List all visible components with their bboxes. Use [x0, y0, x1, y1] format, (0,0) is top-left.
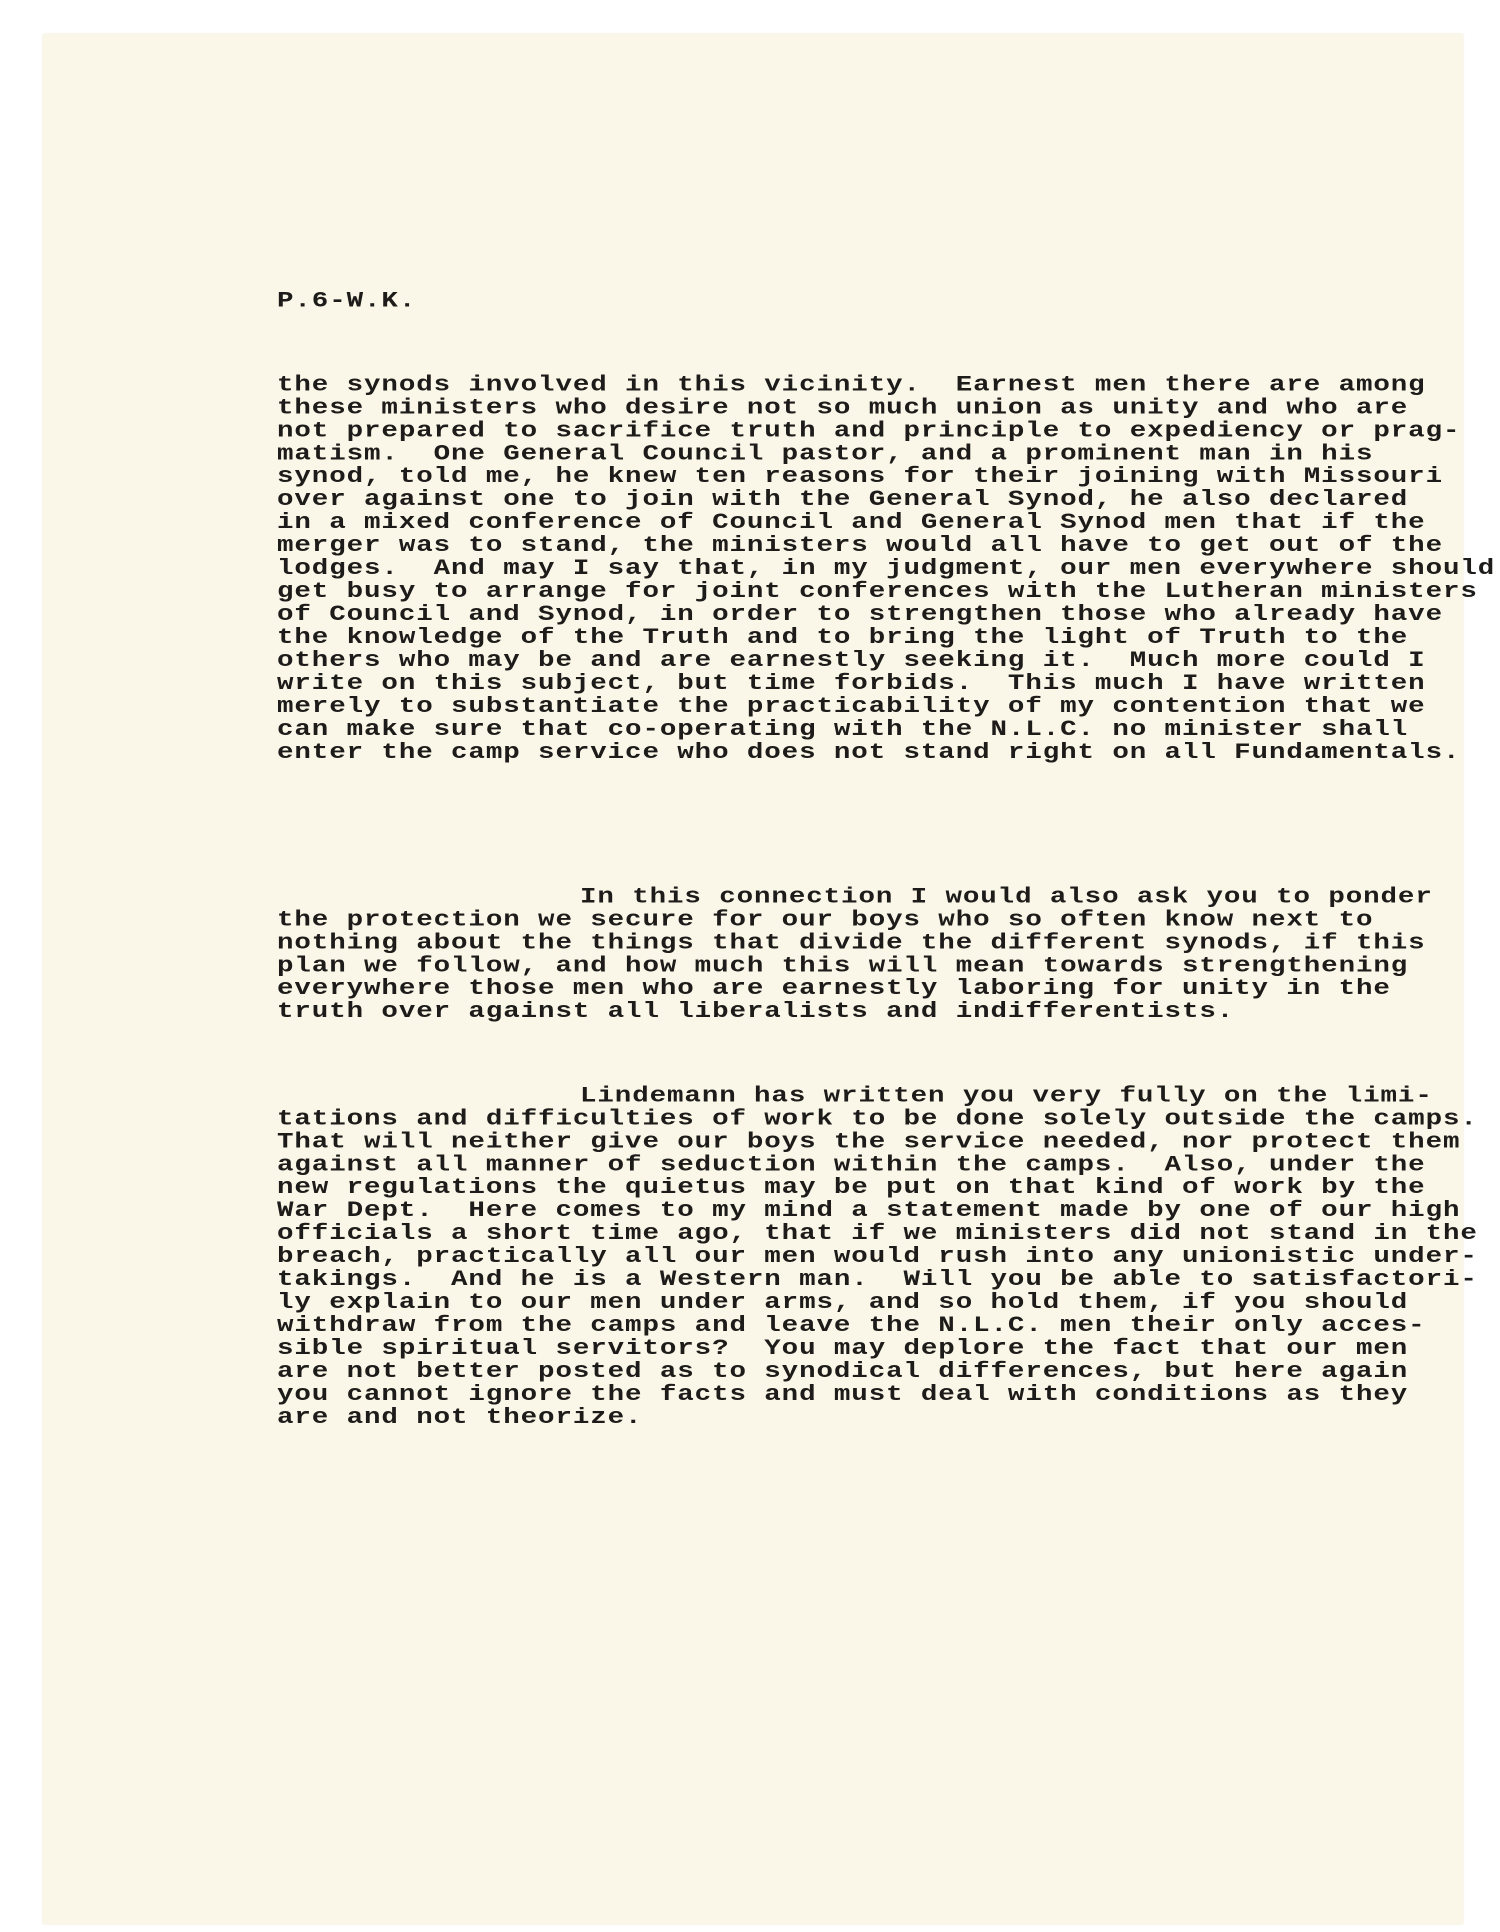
text-line: the protection we secure for our boys who so often know next to — [277, 907, 1374, 933]
text-line: truth over against all liberalists and indifferentists. — [277, 999, 1235, 1025]
text-line: sible spiritual servitors? You may deplore the fact that our men — [277, 1335, 1409, 1362]
text-line: you cannot ignore the facts and must deal with conditions as they — [277, 1381, 1409, 1408]
text-line: of Council and Synod, in order to strengthen those who already have — [277, 601, 1443, 628]
text-line: ly explain to our men under arms, and so hold them, if you should — [277, 1290, 1409, 1316]
text-line: That will neither give our boys the service needed, nor protect them — [277, 1129, 1461, 1155]
text-line: can make sure that co-operating with the N.L.C. no minister shall — [277, 716, 1409, 743]
text-line: withdraw from the camps and leave the N.L.C. men their only acces- — [277, 1312, 1426, 1339]
paragraph-1 — [277, 374, 1495, 764]
text-line: are not better posted as to synodical differences, but here again — [277, 1358, 1409, 1385]
text-line: nothing about the things that divide the different synods, if this — [277, 930, 1426, 956]
text-line: the knowledge of the Truth and to bring the light of Truth to the — [277, 624, 1409, 651]
text-line: new regulations the quietus may be put on that kind of work by the — [277, 1175, 1426, 1201]
text-line: synod, told me, he knew ten reasons for their joining with Missouri — [277, 464, 1443, 490]
text-line: over against one to join with the General Synod, he also declared — [277, 487, 1409, 513]
text-line: everywhere those men who are earnestly laboring for unity in the — [277, 976, 1391, 1002]
text-line: enter the camp service who does not stand right on all Fundamentals. — [277, 739, 1461, 766]
text-line: merger was to stand, the ministers would all have to get out of the — [277, 533, 1443, 559]
text-line: plan we follow, and how much this will mean towards strengthening — [277, 953, 1409, 979]
text-line: breach, practically all our men would rush into any unionistic under- — [277, 1244, 1478, 1270]
text-line: War Dept. Here comes to my mind a statement made by one of our high — [277, 1198, 1461, 1224]
text-line: merely to substantiate the practicability of my contention that we — [277, 693, 1426, 720]
paragraph-3 — [277, 1085, 1478, 1429]
page-header: P.6-W.K. — [277, 288, 417, 314]
text-line: the synods involved in this vicinity. Earnest men there are among — [277, 372, 1426, 398]
text-line: against all manner of seduction within the camps. Also, under the — [277, 1152, 1426, 1178]
text-line: write on this subject, but time forbids. This much I have written — [277, 670, 1426, 697]
paragraph-2 — [277, 886, 1433, 1024]
text-line: get busy to arrange for joint conferences with the Lutheran ministers — [277, 579, 1478, 605]
text-line: Lindemann has written you very fully on the limi- — [580, 1083, 1433, 1109]
text-line: takings. And he is a Western man. Will you be able to satisfactori- — [277, 1267, 1478, 1293]
text-line: officials a short time ago, that if we ministers did not stand in the — [277, 1221, 1478, 1247]
text-line: lodges. And may I say that, in my judgment, our men everywhere should — [277, 556, 1496, 582]
document-page — [43, 34, 1496, 1924]
text-line: in a mixed conference of Council and General Synod men that if the — [277, 510, 1426, 536]
text-line: these ministers who desire not so much union as unity and who are — [277, 395, 1409, 421]
text-line: tations and difficulties of work to be done solely outside the camps. — [277, 1106, 1478, 1132]
text-line: are and not theorize. — [277, 1404, 643, 1431]
text-line: not prepared to sacrifice truth and principle to expediency or prag- — [277, 418, 1461, 444]
text-line: In this connection I would also ask you to ponder — [580, 884, 1433, 910]
text-line: others who may be and are earnestly seeking it. Much more could I — [277, 647, 1426, 674]
text-line: matism. One General Council pastor, and a prominent man in his — [277, 441, 1374, 467]
